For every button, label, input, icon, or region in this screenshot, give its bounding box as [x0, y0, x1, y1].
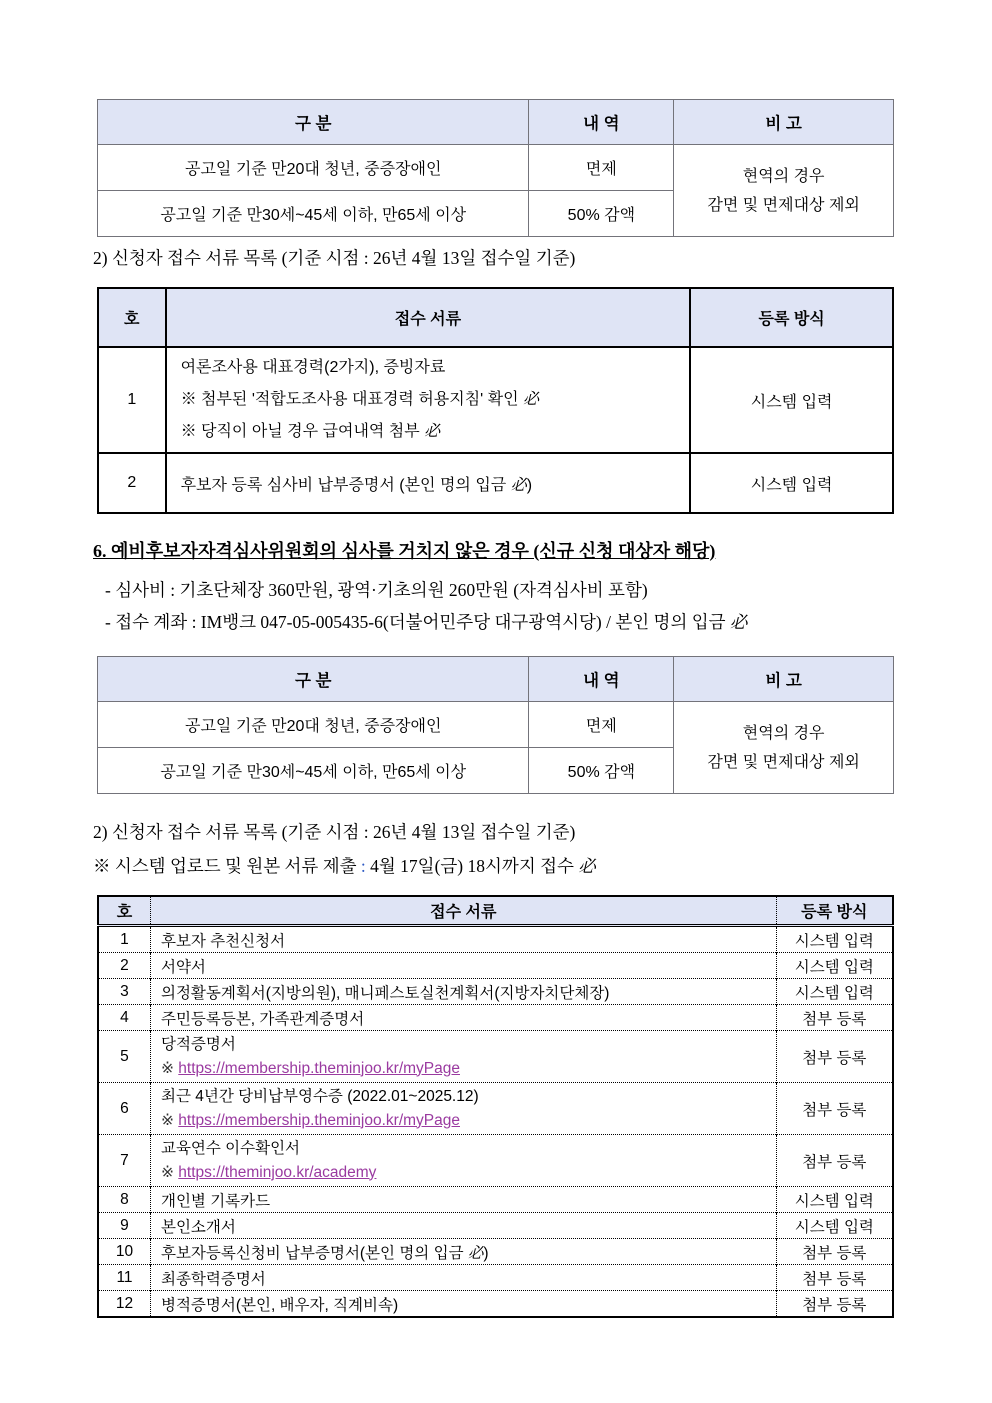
document-line [161, 1161, 776, 1185]
document-line: 교육연수 이수확인서 [160, 1139, 301, 1157]
doc-list-heading-2: 2) 신청자 접수 서류 목록 (기준 시점 : 26년 4월 13일 접수일 기준) [93, 822, 576, 842]
document-note: ※ 당직이 아닐 경우 급여내역 첨부 [180, 423, 420, 440]
header-method: 등록 방식 [690, 288, 893, 347]
row-number: 6 [98, 1083, 150, 1135]
fee-row-detail: 50% 감액 [529, 748, 674, 794]
table-row [98, 702, 894, 748]
must-mark: 必 [467, 1244, 484, 1262]
fee-note-line: 감면 및 면제대상 제외 [707, 753, 860, 771]
registration-method: 첨부 등록 [776, 1031, 893, 1083]
header-category: 구 분 [98, 100, 529, 145]
table-header-row [98, 896, 893, 926]
row-number: 2 [98, 953, 150, 979]
document-text: ) [526, 476, 533, 494]
header-category: 구 분 [98, 657, 529, 702]
must-mark: 必 [510, 476, 527, 494]
registration-method: 시스템 입력 [690, 347, 893, 453]
document-name: 서약서 [150, 953, 776, 979]
table-row [98, 926, 893, 953]
row-number: 4 [98, 1005, 150, 1031]
document-name: 최종학력증명서 [150, 1265, 776, 1291]
fee-note-line: 현역의 경우 [742, 167, 825, 185]
header-method: 등록 방식 [776, 896, 893, 926]
registration-method: 첨부 등록 [776, 1265, 893, 1291]
table-row [98, 1031, 893, 1083]
header-no: 호 [98, 896, 150, 926]
pre-candidate-docs-table [97, 287, 894, 514]
registration-method: 시스템 입력 [690, 453, 893, 513]
header-documents: 접수 서류 [166, 288, 691, 347]
review-fee-line: - 심사비 : 기초단체장 360만원, 광역·기초의원 260만원 (자격심사비 포함) [105, 580, 648, 600]
header-detail: 내 역 [529, 100, 674, 145]
document-name [150, 1239, 776, 1265]
fee-exemption-table-1 [97, 99, 894, 237]
row-number: 8 [98, 1187, 150, 1213]
row-number: 10 [98, 1239, 150, 1265]
reference-mark: ※ [160, 1163, 174, 1181]
table-header-row [98, 288, 893, 347]
new-applicant-docs-table [97, 895, 894, 1318]
fee-exemption-table-2 [97, 656, 894, 794]
must-mark: 必 [523, 391, 540, 408]
document-name: 개인별 기록카드 [150, 1187, 776, 1213]
registration-method: 시스템 입력 [776, 1187, 893, 1213]
header-documents: 접수 서류 [150, 896, 776, 926]
registration-method: 첨부 등록 [776, 1239, 893, 1265]
fee-row-label: 공고일 기준 만20대 청년, 중증장애인 [98, 702, 529, 748]
must-mark: 必 [578, 856, 596, 876]
document-line [181, 384, 682, 416]
table-row [98, 1265, 893, 1291]
fee-note [674, 702, 894, 794]
registration-method: 시스템 입력 [776, 1213, 893, 1239]
document-content [93, 0, 894, 1318]
row-number: 9 [98, 1213, 150, 1239]
section6-heading [93, 539, 894, 564]
registration-method: 첨부 등록 [776, 1005, 893, 1031]
registration-method: 시스템 입력 [776, 953, 893, 979]
academy-link[interactable]: https://theminjoo.kr/academy [178, 1163, 377, 1181]
section6-heading-text: 6. 예비후보자자격심사위원회의 심사를 거치지 않은 경우 (신규 신청 대상자 해당) [93, 541, 716, 561]
document-name [150, 1031, 776, 1083]
fee-note-line: 감면 및 면제대상 제외 [707, 196, 860, 214]
document-name [150, 1083, 776, 1135]
table-row [98, 979, 893, 1005]
blue-colon: : [360, 856, 366, 876]
header-note: 비 고 [674, 100, 894, 145]
document-line [181, 416, 682, 448]
account-line [105, 606, 894, 638]
header-no: 호 [98, 288, 166, 347]
table-row [98, 953, 893, 979]
table-row [98, 1213, 893, 1239]
table-row [98, 1135, 893, 1187]
document-text: ) [483, 1244, 489, 1262]
table-row [98, 1083, 893, 1135]
upload-text: ※ 시스템 업로드 및 원본 서류 제출 [93, 856, 357, 876]
document-note: ※ 첨부된 '적합도조사용 대표경력 허용지침' 확인 [180, 391, 519, 408]
row-number: 1 [98, 347, 166, 453]
table-row [98, 453, 893, 513]
membership-mypage-link[interactable]: https://membership.theminjoo.kr/myPage [178, 1059, 460, 1077]
row-number: 1 [98, 926, 150, 953]
registration-method: 첨부 등록 [776, 1083, 893, 1135]
document-line: 여론조사용 대표경력(2가지), 증빙자료 [180, 359, 446, 376]
account-text: - 접수 계좌 : IM뱅크 047-05-005435-6(더불어민주당 대구광역시당) / 본인 명의 입금 [105, 612, 726, 632]
registration-method: 시스템 입력 [776, 979, 893, 1005]
must-mark: 必 [424, 423, 441, 440]
registration-method: 첨부 등록 [776, 1291, 893, 1318]
document-name: 의정활동계획서(지방의원), 매니페스토실천계획서(지방자치단체장) [150, 979, 776, 1005]
document-name: 후보자 추천신청서 [150, 926, 776, 953]
table-row [98, 1291, 893, 1318]
membership-mypage-link[interactable]: https://membership.theminjoo.kr/myPage [178, 1111, 460, 1129]
table-header-row [98, 657, 894, 702]
header-detail: 내 역 [529, 657, 674, 702]
document-line: 최근 4년간 당비납부영수증 (2022.01~2025.12) [160, 1087, 479, 1105]
fee-row-detail: 면제 [529, 145, 674, 191]
document-name [150, 1135, 776, 1187]
document-text: 후보자등록신청비 납부증명서(본인 명의 입금 [160, 1244, 464, 1262]
document-name [166, 453, 691, 513]
row-number: 3 [98, 979, 150, 1005]
fee-row-detail: 50% 감액 [529, 191, 674, 237]
registration-method: 첨부 등록 [776, 1135, 893, 1187]
table-row [98, 347, 893, 453]
document-name [166, 347, 691, 453]
document-line [161, 1057, 776, 1081]
table-row [98, 1239, 893, 1265]
table-header-row [98, 100, 894, 145]
row-number: 7 [98, 1135, 150, 1187]
document-name: 본인소개서 [150, 1213, 776, 1239]
fee-note [674, 145, 894, 237]
document-name: 주민등록등본, 가족관계증명서 [150, 1005, 776, 1031]
upload-text: 4월 17일(금) 18시까지 접수 [370, 856, 574, 876]
row-number: 11 [98, 1265, 150, 1291]
document-text: 후보자 등록 심사비 납부증명서 (본인 명의 입금 [180, 476, 507, 494]
document-line: 당적증명서 [160, 1035, 236, 1053]
row-number: 2 [98, 453, 166, 513]
table-row [98, 145, 894, 191]
must-mark: 必 [729, 612, 748, 632]
table-row [98, 1187, 893, 1213]
document-line [161, 1109, 776, 1133]
upload-deadline-line [93, 854, 894, 879]
fee-row-label: 공고일 기준 만30세~45세 이하, 만65세 이상 [98, 748, 529, 794]
fee-row-detail: 면제 [529, 702, 674, 748]
reference-mark: ※ [160, 1059, 174, 1077]
table-row [98, 1005, 893, 1031]
fee-note-line: 현역의 경우 [742, 724, 825, 742]
row-number: 12 [98, 1291, 150, 1318]
reference-mark: ※ [160, 1111, 174, 1129]
document-name: 병적증명서(본인, 배우자, 직계비속) [150, 1291, 776, 1318]
registration-method: 시스템 입력 [776, 926, 893, 953]
fee-row-label: 공고일 기준 만30세~45세 이하, 만65세 이상 [98, 191, 529, 237]
fee-row-label: 공고일 기준 만20대 청년, 중증장애인 [98, 145, 529, 191]
row-number: 5 [98, 1031, 150, 1083]
doc-list-heading-1: 2) 신청자 접수 서류 목록 (기준 시점 : 26년 4월 13일 접수일 기준) [93, 248, 576, 268]
header-note: 비 고 [674, 657, 894, 702]
